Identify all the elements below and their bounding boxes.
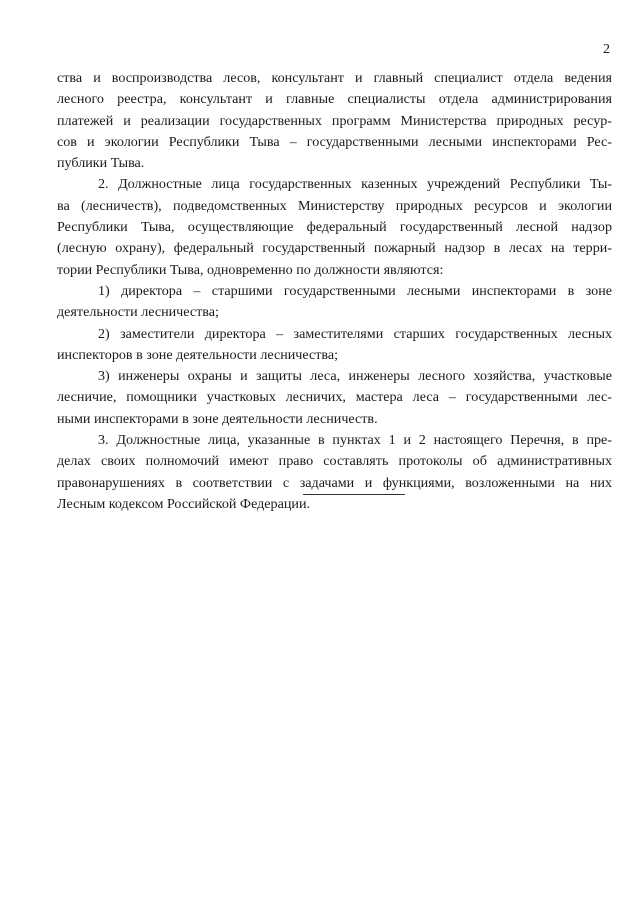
- text-line: инспекторов в зоне деятельности лесничества;: [57, 346, 339, 363]
- text-line: публики Тыва.: [57, 155, 145, 172]
- text-line: 2. Должностные лица государственных казенных учреждений Республики Ты-: [98, 176, 612, 193]
- paragraph-continuation: [57, 68, 612, 174]
- page-number: 2: [603, 42, 610, 57]
- document-body: [57, 68, 612, 515]
- text-line: (лесную охрану), федеральный государственный пожарный надзор в лесах на терри-: [57, 240, 612, 257]
- paragraph-item-3: [57, 430, 612, 515]
- text-line: 3. Должностные лица, указанные в пунктах 1 и 2 настоящего Перечня, в пре-: [98, 432, 612, 449]
- text-line: 2) заместители директора – заместителями старших государственных лесных: [98, 325, 612, 342]
- text-line: правонарушениях в соответствии с задачами и функциями, возложенными на них: [57, 474, 612, 491]
- text-line: лесничие, помощники участковых лесничих, мастера леса – государственными лес-: [57, 389, 612, 406]
- end-of-document-rule: [303, 494, 405, 495]
- text-line: 3) инженеры охраны и защиты леса, инженеры лесного хозяйства, участковые: [98, 368, 612, 385]
- text-line: лесного реестра, консультант и главные специалисты отдела администрирования: [57, 91, 612, 108]
- text-line: Республики Тыва, осуществляющие федеральный государственный лесной надзор: [57, 219, 612, 236]
- paragraph-subitem-2: [57, 324, 612, 367]
- paragraph-subitem-1: [57, 281, 612, 324]
- text-line: ными инспекторами в зоне деятельности лесничеств.: [57, 410, 378, 427]
- paragraph-item-2: [57, 174, 612, 280]
- text-line: тории Республики Тыва, одновременно по должности являются:: [57, 261, 444, 278]
- text-line: Лесным кодексом Российской Федерации.: [57, 495, 311, 512]
- paragraph-subitem-3: [57, 366, 612, 430]
- text-line: 1) директора – старшими государственными лесными инспекторами в зоне: [98, 282, 612, 299]
- text-line: ва (лесничеств), подведомственных Министерству природных ресурсов и экологии: [57, 197, 612, 214]
- text-line: платежей и реализации государственных программ Министерства природных ресур-: [57, 112, 612, 129]
- text-line: сов и экологии Республики Тыва – государственными лесными инспекторами Рес-: [57, 133, 612, 150]
- text-line: ства и воспроизводства лесов, консультант и главный специалист отдела ведения: [57, 70, 612, 86]
- text-line: деятельности лесничества;: [57, 304, 219, 321]
- text-line: делах своих полномочий имеют право составлять протоколы об административных: [57, 453, 612, 470]
